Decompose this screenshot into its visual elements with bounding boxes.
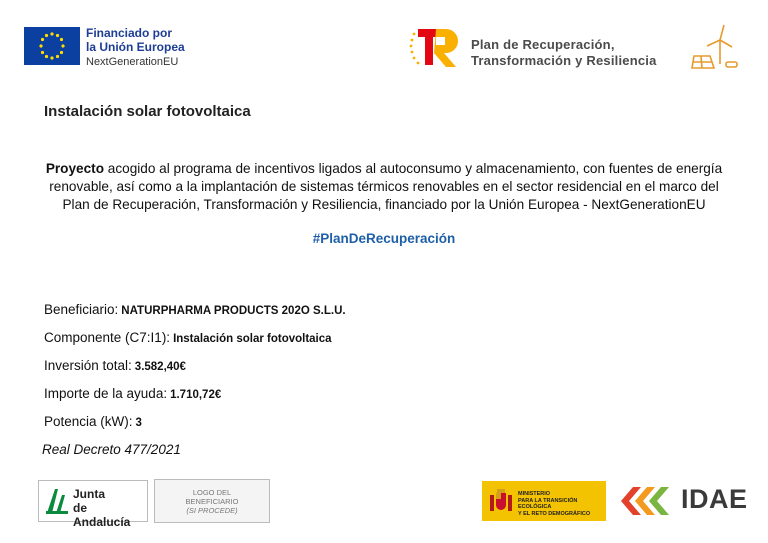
prtr-logo-mark — [408, 24, 464, 70]
field-value: Instalación solar fotovoltaica — [173, 333, 332, 345]
junta-line1: Junta — [73, 487, 106, 501]
junta-emblem-icon — [44, 487, 70, 515]
hashtag: #PlanDeRecuperación — [312, 231, 456, 246]
field-label: Potencia (kW): — [44, 414, 133, 429]
prtr-line2: Transformación y Resiliencia — [471, 53, 657, 68]
ministry-line3: Y EL RETO DEMOGRÁFICO — [518, 510, 591, 517]
spain-coat-of-arms-icon — [488, 487, 514, 515]
decree-reference: Real Decreto 477/2021 — [42, 442, 181, 457]
field-label: Inversión total: — [44, 358, 132, 373]
field-label: Importe de la ayuda: — [44, 386, 168, 401]
junta-line2: de Andalucía — [73, 501, 131, 529]
junta-andalucia-logo — [38, 480, 148, 529]
field-value: 1.710,72€ — [170, 389, 222, 401]
wind-solar-icon — [690, 22, 740, 72]
field-beneficiario — [44, 302, 346, 317]
field-label: Beneficiario: — [44, 302, 119, 317]
field-value: NATURPHARMA PRODUCTS 202O S.L.U. — [121, 305, 346, 317]
ministry-line2: PARA LA TRANSICIÓN ECOLÓGICA — [518, 497, 578, 510]
field-componente — [44, 330, 332, 345]
beneficiary-logo-placeholder — [154, 479, 270, 523]
ministry-logo — [482, 481, 606, 521]
project-line3: Plan de Recuperación, Transformación y Resiliencia, financiado por la Unión Europea - NextGenerationEU — [62, 197, 706, 212]
prtr-line1: Plan de Recuperación, — [471, 37, 615, 52]
eu-line3: NextGenerationEU — [86, 56, 179, 68]
eu-flag-logo — [24, 27, 80, 65]
page-title: Instalación solar fotovoltaica — [44, 103, 251, 120]
eu-funding-text — [86, 26, 185, 69]
field-inversion — [44, 358, 186, 373]
field-value: 3.582,40€ — [134, 361, 186, 373]
field-label: Componente (C7:I1): — [44, 330, 171, 345]
project-line2: renovable, así como a la implantación de sistemas térmicos renovables en el sector residencial en el marco del — [49, 179, 719, 194]
field-potencia — [44, 414, 142, 429]
field-importe — [44, 386, 221, 401]
benef-line2: BENEFICIARIO — [185, 497, 239, 506]
benef-line1: LOGO DEL — [192, 488, 232, 497]
eu-line1: Financiado por — [86, 26, 173, 40]
field-value: 3 — [135, 417, 142, 429]
idae-logo-mark — [617, 481, 677, 521]
eu-line2: la Unión Europea — [86, 40, 185, 54]
project-lead: Proyecto — [45, 161, 104, 176]
project-description — [40, 160, 728, 214]
project-line1: acogido al programa de incentivos ligados al autoconsumo y almacenamiento, con fuentes de energía — [107, 161, 723, 176]
benef-line3: (SI PROCEDE) — [186, 506, 238, 515]
ministry-line1: MINISTERIO — [518, 491, 551, 497]
prtr-logo-text — [471, 37, 657, 69]
idae-logo-text: IDAE — [681, 484, 748, 514]
